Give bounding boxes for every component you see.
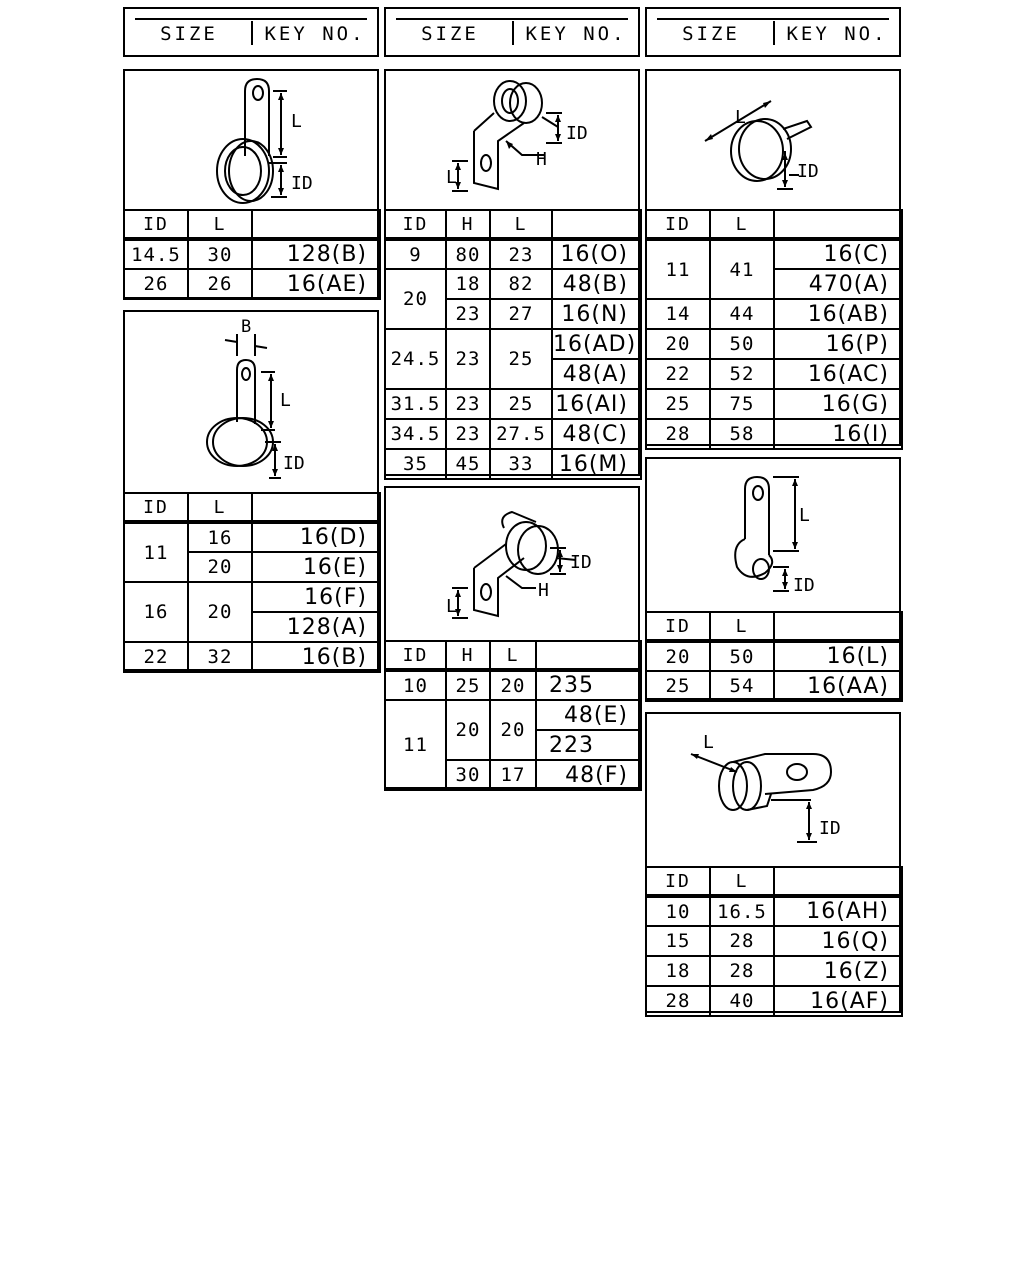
col-key xyxy=(774,210,902,239)
cell-l: 82 xyxy=(490,269,552,299)
cell-key: 16(E) xyxy=(252,552,380,582)
col-l: L xyxy=(710,612,774,641)
table-row xyxy=(646,389,902,419)
cell-l: 41 xyxy=(710,239,774,299)
cell-l: 25 xyxy=(490,329,552,389)
cell-l: 75 xyxy=(710,389,774,419)
cell-l: 17 xyxy=(490,760,536,790)
cell-id: 31.5 xyxy=(385,389,446,419)
table-row xyxy=(646,239,902,269)
cell-key: 48(E) xyxy=(536,700,641,730)
cell-id: 20 xyxy=(385,269,446,329)
cell-key: 16(O) xyxy=(552,239,641,269)
clamp-illustration-c xyxy=(386,71,638,211)
cell-id: 14.5 xyxy=(124,239,188,269)
key-no-heading: KEY NO. xyxy=(525,23,627,45)
cell-key: 48(F) xyxy=(536,760,641,790)
clamp-illustration-f xyxy=(647,459,899,613)
cell-l: 23 xyxy=(490,239,552,269)
cell-id: 11 xyxy=(124,522,188,582)
cell-key: 48(B) xyxy=(552,269,641,299)
cell-l: 27.5 xyxy=(490,419,552,449)
cell-l: 54 xyxy=(710,671,774,701)
cell-h: 18 xyxy=(446,269,490,299)
table-row xyxy=(124,582,380,612)
clamp-illustration-d xyxy=(386,488,638,640)
table-row xyxy=(646,329,902,359)
cell-id: 22 xyxy=(124,642,188,672)
cell-l: 20 xyxy=(490,670,536,700)
cell-key: 16(F) xyxy=(252,582,380,612)
label-l: L xyxy=(280,390,291,411)
size-table-b xyxy=(123,492,381,673)
cell-key: 16(AE) xyxy=(252,269,380,299)
col-id: ID xyxy=(124,493,188,522)
col-key xyxy=(252,210,380,239)
table-row xyxy=(385,329,641,359)
table-row xyxy=(385,419,641,449)
label-id: ID xyxy=(570,552,592,573)
clamp-illustration-g xyxy=(647,714,899,868)
cell-id: 16 xyxy=(124,582,188,642)
header-col-2 xyxy=(384,7,640,57)
cell-l: 27 xyxy=(490,299,552,329)
col-id: ID xyxy=(385,210,446,239)
table-row xyxy=(646,419,902,449)
clamp-illustration-a xyxy=(125,71,377,211)
col-id: ID xyxy=(646,867,710,896)
cell-id: 28 xyxy=(646,986,710,1016)
table-row xyxy=(646,671,902,701)
table-row xyxy=(124,269,380,299)
cell-id: 26 xyxy=(124,269,188,299)
table-row xyxy=(385,389,641,419)
size-table-d xyxy=(384,640,642,791)
col-key xyxy=(536,641,641,670)
label-h: H xyxy=(536,149,547,170)
cell-id: 18 xyxy=(646,956,710,986)
cell-id: 15 xyxy=(646,926,710,956)
cell-id: 9 xyxy=(385,239,446,269)
table-row xyxy=(646,299,902,329)
cell-key: 16(L) xyxy=(774,641,902,671)
cell-id: 22 xyxy=(646,359,710,389)
cell-id: 28 xyxy=(646,419,710,449)
cell-l: 20 xyxy=(188,552,252,582)
cell-key: 48(C) xyxy=(552,419,641,449)
cell-key: 16(AF) xyxy=(774,986,902,1016)
label-h: H xyxy=(538,580,549,601)
cell-l: 33 xyxy=(490,449,552,479)
cell-key: 223 xyxy=(536,730,641,760)
table-row xyxy=(646,896,902,926)
cell-l: 40 xyxy=(710,986,774,1016)
col-id: ID xyxy=(646,612,710,641)
cell-h: 23 xyxy=(446,329,490,389)
clamp-panel-d xyxy=(384,486,640,789)
table-row xyxy=(646,359,902,389)
cell-l: 20 xyxy=(188,582,252,642)
header-col-1 xyxy=(123,7,379,57)
cell-l: 30 xyxy=(188,239,252,269)
table-row xyxy=(646,641,902,671)
cell-h: 23 xyxy=(446,389,490,419)
size-heading: SIZE xyxy=(160,23,218,45)
key-no-heading: KEY NO. xyxy=(786,23,888,45)
label-l: L xyxy=(446,596,457,617)
cell-id: 34.5 xyxy=(385,419,446,449)
size-table-a xyxy=(123,209,381,300)
cell-id: 11 xyxy=(385,700,446,790)
cell-key: 16(Q) xyxy=(774,926,902,956)
table-row xyxy=(385,239,641,269)
label-id: ID xyxy=(819,818,841,839)
col-l: L xyxy=(188,210,252,239)
size-table-f xyxy=(645,611,903,702)
label-l: L xyxy=(703,732,714,753)
cell-key: 16(AH) xyxy=(774,896,902,926)
cell-key: 16(C) xyxy=(774,239,902,269)
cell-key: 235 xyxy=(536,670,641,700)
clamp-illustration-b xyxy=(125,312,377,494)
cell-id: 10 xyxy=(646,896,710,926)
clamp-panel-g xyxy=(645,712,901,1013)
cell-key: 16(AI) xyxy=(552,389,641,419)
cell-id: 35 xyxy=(385,449,446,479)
cell-l: 26 xyxy=(188,269,252,299)
col-l: L xyxy=(710,210,774,239)
col-key xyxy=(774,612,902,641)
cell-key: 48(A) xyxy=(552,359,641,389)
col-l: L xyxy=(490,641,536,670)
cell-id: 14 xyxy=(646,299,710,329)
table-row xyxy=(646,956,902,986)
label-id: ID xyxy=(566,123,588,144)
label-l: L xyxy=(735,107,746,128)
cell-key: 128(A) xyxy=(252,612,380,642)
clamp-illustration-e xyxy=(647,71,899,211)
cell-h: 23 xyxy=(446,419,490,449)
cell-h: 25 xyxy=(446,670,490,700)
cell-key: 128(B) xyxy=(252,239,380,269)
cell-key: 470(A) xyxy=(774,269,902,299)
cell-l: 25 xyxy=(490,389,552,419)
cell-id: 24.5 xyxy=(385,329,446,389)
cell-id: 25 xyxy=(646,671,710,701)
cell-id: 25 xyxy=(646,389,710,419)
table-row xyxy=(646,926,902,956)
size-table-c xyxy=(384,209,642,480)
cell-l: 44 xyxy=(710,299,774,329)
cell-key: 16(AC) xyxy=(774,359,902,389)
cell-l: 16 xyxy=(188,522,252,552)
cell-h: 23 xyxy=(446,299,490,329)
cell-key: 16(G) xyxy=(774,389,902,419)
cell-h: 80 xyxy=(446,239,490,269)
table-row xyxy=(385,700,641,730)
cell-key: 16(AA) xyxy=(774,671,902,701)
col-id: ID xyxy=(124,210,188,239)
col-l: L xyxy=(710,867,774,896)
label-l: L xyxy=(799,505,810,526)
label-id: ID xyxy=(797,161,819,182)
cell-key: 16(M) xyxy=(552,449,641,479)
col-h: H xyxy=(446,641,490,670)
cell-id: 20 xyxy=(646,329,710,359)
label-id: ID xyxy=(283,453,305,474)
cell-key: 16(AD) xyxy=(552,329,641,359)
label-id: ID xyxy=(793,575,815,596)
cell-key: 16(I) xyxy=(774,419,902,449)
table-row xyxy=(124,642,380,672)
size-heading: SIZE xyxy=(682,23,740,45)
table-row xyxy=(385,269,641,299)
cell-l: 32 xyxy=(188,642,252,672)
table-row xyxy=(646,986,902,1016)
label-b: B xyxy=(241,317,252,337)
cell-l: 58 xyxy=(710,419,774,449)
cell-l: 28 xyxy=(710,926,774,956)
cell-l: 16.5 xyxy=(710,896,774,926)
cell-l: 28 xyxy=(710,956,774,986)
label-l: L xyxy=(446,167,457,188)
header-col-3 xyxy=(645,7,901,57)
col-l: L xyxy=(188,493,252,522)
cell-id: 10 xyxy=(385,670,446,700)
table-row xyxy=(385,449,641,479)
clamp-panel-f xyxy=(645,457,901,700)
cell-id: 11 xyxy=(646,239,710,299)
cell-key: 16(P) xyxy=(774,329,902,359)
label-id: ID xyxy=(291,173,313,194)
col-id: ID xyxy=(385,641,446,670)
cell-id: 20 xyxy=(646,641,710,671)
clamp-panel-b xyxy=(123,310,379,671)
cell-key: 16(N) xyxy=(552,299,641,329)
table-row xyxy=(124,522,380,552)
cell-l: 50 xyxy=(710,329,774,359)
cell-h: 30 xyxy=(446,760,490,790)
cell-l: 50 xyxy=(710,641,774,671)
size-table-g xyxy=(645,866,903,1017)
cell-l: 20 xyxy=(490,700,536,760)
size-heading: SIZE xyxy=(421,23,479,45)
col-key xyxy=(552,210,641,239)
size-table-e xyxy=(645,209,903,450)
cell-key: 16(Z) xyxy=(774,956,902,986)
cell-h: 45 xyxy=(446,449,490,479)
label-l: L xyxy=(291,111,302,132)
col-h: H xyxy=(446,210,490,239)
cell-l: 52 xyxy=(710,359,774,389)
cell-key: 16(AB) xyxy=(774,299,902,329)
clamp-panel-c xyxy=(384,69,640,476)
table-row xyxy=(385,670,641,700)
clamp-panel-e xyxy=(645,69,901,446)
table-row xyxy=(124,239,380,269)
col-key xyxy=(252,493,380,522)
col-id: ID xyxy=(646,210,710,239)
cell-h: 20 xyxy=(446,700,490,760)
col-key xyxy=(774,867,902,896)
key-no-heading: KEY NO. xyxy=(264,23,366,45)
cell-key: 16(D) xyxy=(252,522,380,552)
cell-key: 16(B) xyxy=(252,642,380,672)
clamp-panel-a xyxy=(123,69,379,299)
col-l: L xyxy=(490,210,552,239)
